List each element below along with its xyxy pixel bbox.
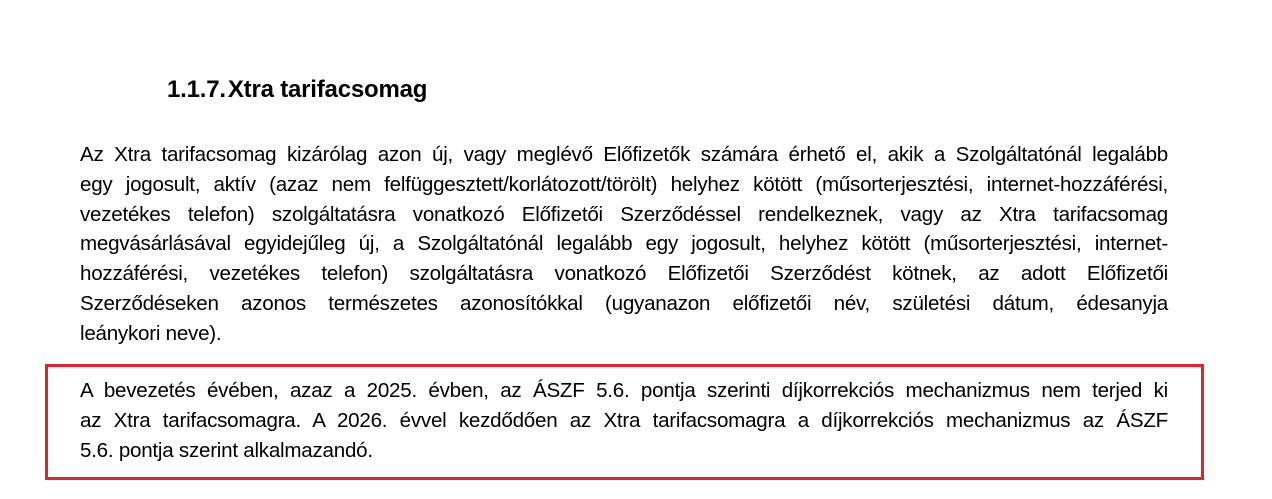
paragraph-line: 5.6. pontja szerint alkalmazandó. [80,438,373,462]
paragraph-line: vezetékes telefon) szolgáltatásra vonatkozó Előfizetői Szerződéssel rendelkeznek, vagy az Xtra tarifacsomag [80,202,1168,226]
paragraph-line: egy jogosult, aktív (azaz nem felfüggesztett/korlátozott/törölt) helyhez kötött (műsorterjesztési, internet-hozzáférési, [80,172,1168,196]
paragraph-line: hozzáférési, vezetékes telefon) szolgáltatásra vonatkozó Előfizetői Szerződést kötnek, az adott Előfizetői [80,262,1168,286]
paragraph-line: Az Xtra tarifacsomag kizárólag azon új, vagy meglévő Előfizetők számára érhető el, akik a Szolgáltatónál legalább [80,143,1168,166]
section-number: 1.1.7. [167,76,226,103]
paragraph-line: az Xtra tarifacsomagra. A 2026. évvel kezdődően az Xtra tarifacsomagra a díjkorrekciós mechanizmus az ÁSZF [80,408,1168,432]
price-correction-paragraph [80,376,1168,465]
section-heading [167,72,427,108]
eligibility-paragraph [80,140,1168,349]
paragraph-line: A bevezetés évében, azaz a 2025. évben, az ÁSZF 5.6. pontja szerinti díjkorrekciós mechanizmus nem terjed ki [80,379,1168,402]
paragraph-line: leánykori neve). [80,321,222,345]
paragraph-line: megvásárlásával egyidejűleg új, a Szolgáltatónál legalább egy jogosult, helyhez kötött (műsorterjesztési, internet- [80,232,1168,256]
section-title: Xtra tarifacsomag [227,76,428,103]
paragraph-line: Szerződéseken azonos természetes azonosítókkal (ugyanazon előfizetői név, születési dátum, édesanyja [80,291,1168,315]
